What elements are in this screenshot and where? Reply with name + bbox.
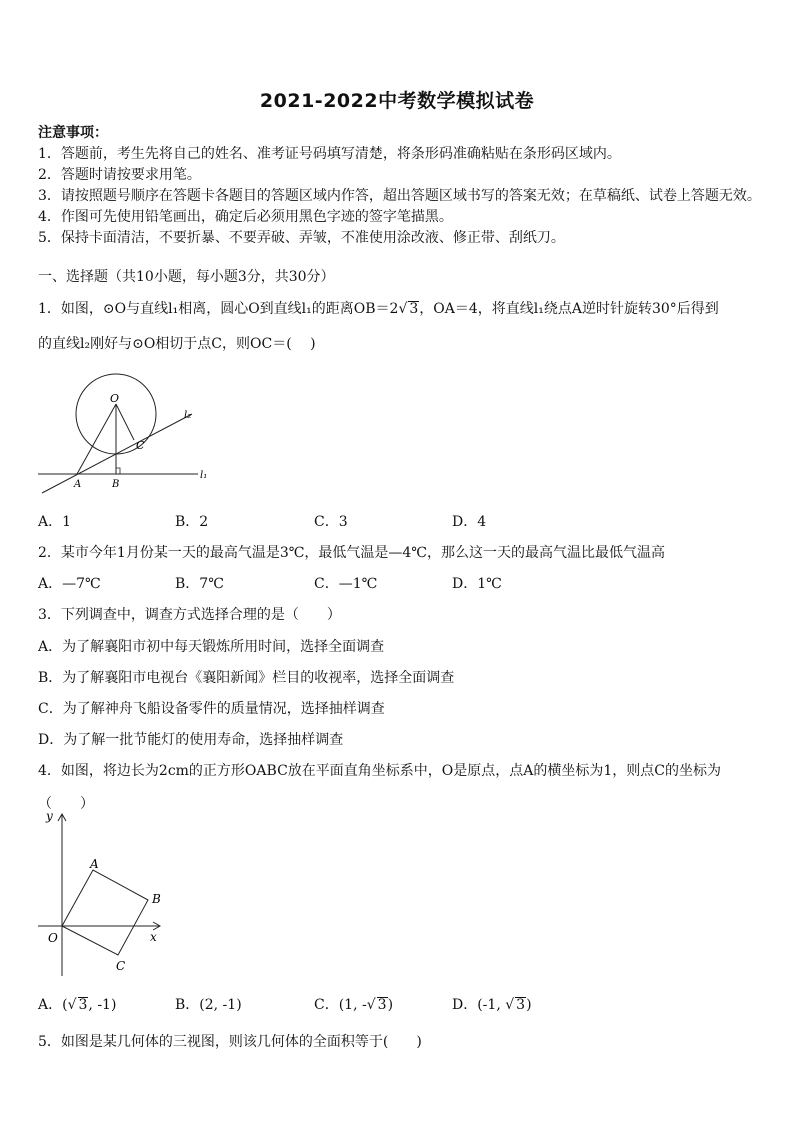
label-y: y xyxy=(46,809,53,823)
q4-a-pre: A．( xyxy=(38,997,68,1013)
q2-option-b: B．7℃ xyxy=(175,576,224,592)
notice-item-4: 4．作图可先使用铅笔画出，确定后必须用黑色字迹的签字笔描黑。 xyxy=(38,209,453,225)
q2-option-a: A．—7℃ xyxy=(38,576,101,592)
q3-text: 3．下列调查中，调查方式选择合理的是（ ） xyxy=(38,607,341,623)
q4-line-1: 4．如图，将边长为2cm的正方形OABC放在平面直角坐标系中，O是原点，点A的横坐标为1，则点C的坐标为 xyxy=(38,763,721,779)
q4-d-pre: D．(-1, xyxy=(452,997,506,1013)
q4-coordinate-figure xyxy=(32,808,172,978)
label-l1: l₁ xyxy=(200,470,208,481)
section-heading: 一、选择题（共10小题，每小题3分，共30分） xyxy=(38,269,335,285)
q4-a-radicand: 3 xyxy=(78,997,88,1013)
q1-line1-post: ，OA＝4，将直线l₁绕点A逆时针旋转30°后得到 xyxy=(419,301,719,317)
label-x: x xyxy=(150,930,157,944)
sqrt-symbol: √ xyxy=(398,301,408,317)
q2-option-d: D．1℃ xyxy=(452,576,502,592)
q5-text: 5．如图是某几何体的三视图，则该几何体的全面积等于( ) xyxy=(38,1034,422,1050)
q4-option-b: B．(2, -1) xyxy=(175,997,242,1013)
q4-option-d xyxy=(452,994,532,1014)
q1-circle-tangent-figure xyxy=(30,352,220,494)
q1-line-2: 的直线l₂刚好与⊙O相切于点C，则OC＝( ) xyxy=(38,336,316,352)
right-angle-mark xyxy=(116,468,120,474)
q2-text: 2．某市今年1月份某一天的最高气温是3℃，最低气温是—4℃，那么这一天的最高气温比最低气温高 xyxy=(38,545,665,561)
notice-item-1: 1．答题前，考生先将自己的姓名、准考证号码填写清楚，将条形码准确粘贴在条形码区域内。 xyxy=(38,146,621,162)
label-o: O xyxy=(110,392,120,405)
square-oabc xyxy=(62,870,148,955)
sqrt-symbol: √ xyxy=(505,997,515,1013)
label-a: A xyxy=(74,479,82,490)
q3-option-d: D．为了解一批节能灯的使用寿命，选择抽样调查 xyxy=(38,732,344,748)
q2-option-c: C．—1℃ xyxy=(314,576,378,592)
q4-d-radicand: 3 xyxy=(516,997,526,1013)
q4-option-c xyxy=(314,994,393,1014)
label-origin: O xyxy=(48,931,58,945)
segment-oa xyxy=(77,404,116,474)
q1-line1-radicand: 3 xyxy=(409,301,419,317)
notice-item-5: 5．保持卡面清洁，不要折暴、不要弄破、弄皱，不准使用涂改液、修正带、刮纸刀。 xyxy=(38,230,565,246)
notice-item-3: 3．请按照题号顺序在答题卡各题目的答题区域内作答，超出答题区域书写的答案无效；在草稿纸、试卷上答题无效。 xyxy=(38,188,761,204)
q1-option-c: C．3 xyxy=(314,514,348,530)
q4-c-radicand: 3 xyxy=(377,997,387,1013)
label-c: C xyxy=(116,959,126,973)
sqrt-symbol: √ xyxy=(366,997,376,1013)
label-l2: l₂ xyxy=(184,410,192,421)
q1-option-d: D．4 xyxy=(452,514,487,530)
q1-line1-pre: 1．如图，⊙O与直线l₁相离，圆心O到直线l₁的距离OB＝2 xyxy=(38,301,399,317)
q4-option-a xyxy=(38,994,116,1014)
q1-option-b: B．2 xyxy=(175,514,209,530)
q4-line-2: （ ） xyxy=(38,796,94,812)
q3-option-b: B．为了解襄阳市电视台《襄阳新闻》栏目的收视率，选择全面调查 xyxy=(38,670,455,686)
sqrt-symbol: √ xyxy=(67,997,77,1013)
q4-a-post: , -1) xyxy=(88,997,117,1013)
q4-d-post: ) xyxy=(526,997,532,1013)
label-c: C xyxy=(136,439,145,452)
q4-c-pre: C．(1, - xyxy=(314,997,367,1013)
notice-heading: 注意事项： xyxy=(38,125,108,141)
q3-option-c: C．为了解神舟飞船设备零件的质量情况，选择抽样调查 xyxy=(38,701,385,717)
label-a: A xyxy=(90,857,99,871)
label-b: B xyxy=(112,479,120,490)
q3-option-a: A．为了解襄阳市初中每天锻炼所用时间，选择全面调查 xyxy=(38,639,385,655)
notice-item-2: 2．答题时请按要求用笔。 xyxy=(38,167,201,183)
label-b: B xyxy=(152,892,161,906)
segment-oc xyxy=(116,404,134,440)
page-title: 2021-2022中考数学模拟试卷 xyxy=(259,90,535,112)
q4-c-post: ) xyxy=(387,997,394,1013)
q1-line-1 xyxy=(38,298,719,318)
q1-option-a: A．1 xyxy=(38,514,72,530)
